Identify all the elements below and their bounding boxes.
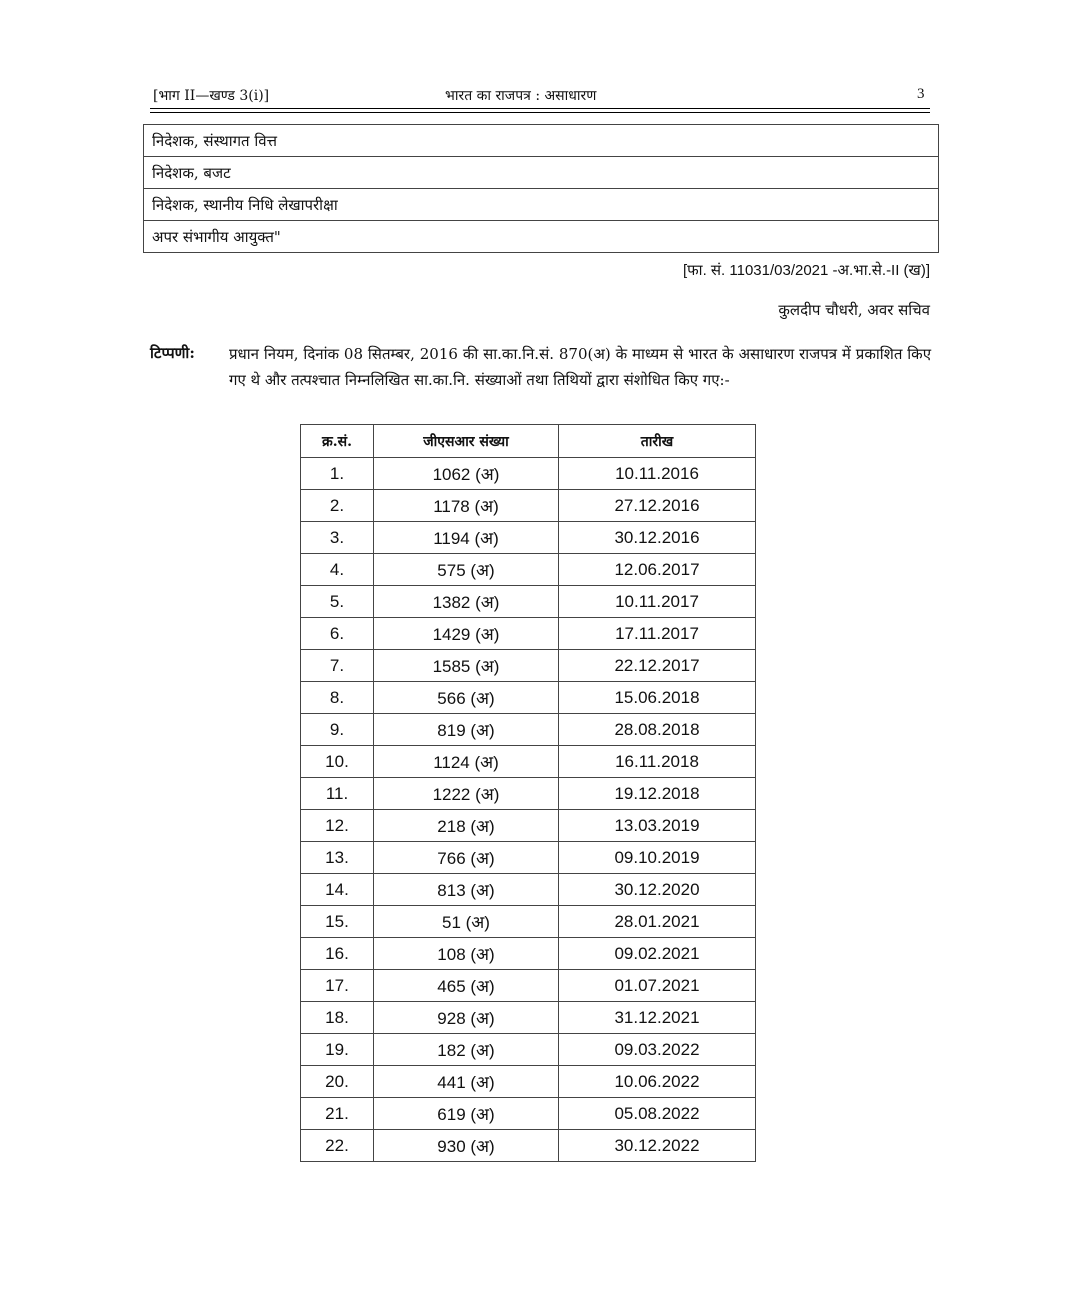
- gsr-number-cell: 813 (अ): [374, 874, 559, 906]
- date-cell: 19.12.2018: [559, 778, 756, 810]
- officials-table: [143, 124, 939, 253]
- header-section-label: [भाग II—खण्ड 3(i)]: [153, 88, 270, 104]
- table-row: [301, 778, 756, 810]
- serial-cell: 9.: [301, 714, 374, 746]
- note-text: प्रधान नियम, दिनांक 08 सितम्बर, 2016 की सा.का.नि.सं. 870(अ) के माध्यम से भारत के असाधारण राजपत्र में प्रकाशित किए गए थे और तत्पश्चात निम्नलिखित सा.का.नि. संख्याओं तथा तिथियों द्वारा संशोधित किए गए:-: [229, 345, 931, 389]
- gsr-number-cell: 766 (अ): [374, 842, 559, 874]
- serial-cell: 20.: [301, 1066, 374, 1098]
- table-row: [301, 458, 756, 490]
- header-rule-secondary: [150, 112, 930, 113]
- gsr-number-cell: 218 (अ): [374, 810, 559, 842]
- table-header-row: [301, 425, 756, 458]
- table-row: [301, 970, 756, 1002]
- date-cell: 09.10.2019: [559, 842, 756, 874]
- date-cell: 13.03.2019: [559, 810, 756, 842]
- gsr-number-cell: 566 (अ): [374, 682, 559, 714]
- serial-cell: 3.: [301, 522, 374, 554]
- note-label: टिप्पणी:: [150, 344, 195, 362]
- table-row: [301, 1098, 756, 1130]
- table-row: [301, 522, 756, 554]
- officials-row: [144, 189, 939, 221]
- serial-cell: 7.: [301, 650, 374, 682]
- serial-cell: 1.: [301, 458, 374, 490]
- date-cell: 30.12.2016: [559, 522, 756, 554]
- serial-cell: 5.: [301, 586, 374, 618]
- table-row: [301, 842, 756, 874]
- table-row: [301, 810, 756, 842]
- officials-row: [144, 125, 939, 157]
- header-rule: [150, 108, 930, 109]
- table-row: [301, 1034, 756, 1066]
- officials-cell: अपर संभागीय आयुक्त": [144, 221, 939, 253]
- gsr-number-cell: 930 (अ): [374, 1130, 559, 1162]
- serial-cell: 21.: [301, 1098, 374, 1130]
- amendments-table: [300, 424, 756, 1162]
- gsr-number-cell: 1124 (अ): [374, 746, 559, 778]
- gsr-number-cell: 619 (अ): [374, 1098, 559, 1130]
- file-reference: [फा. सं. 11031/03/2021 -अ.भा.से.-II (ख)]: [682, 262, 930, 279]
- serial-cell: 17.: [301, 970, 374, 1002]
- gsr-number-cell: 928 (अ): [374, 1002, 559, 1034]
- gsr-number-cell: 1429 (अ): [374, 618, 559, 650]
- gsr-number-cell: 1178 (अ): [374, 490, 559, 522]
- header-date: तारीख: [559, 425, 756, 458]
- officials-row: [144, 221, 939, 253]
- serial-cell: 12.: [301, 810, 374, 842]
- date-cell: 30.12.2022: [559, 1130, 756, 1162]
- date-cell: 30.12.2020: [559, 874, 756, 906]
- officials-cell: निदेशक, संस्थागत वित्त: [144, 125, 939, 157]
- serial-cell: 19.: [301, 1034, 374, 1066]
- serial-cell: 22.: [301, 1130, 374, 1162]
- table-row: [301, 746, 756, 778]
- page-number: 3: [917, 86, 925, 102]
- date-cell: 10.11.2016: [559, 458, 756, 490]
- gsr-number-cell: 1062 (अ): [374, 458, 559, 490]
- table-row: [301, 1066, 756, 1098]
- date-cell: 16.11.2018: [559, 746, 756, 778]
- serial-cell: 10.: [301, 746, 374, 778]
- date-cell: 31.12.2021: [559, 1002, 756, 1034]
- date-cell: 17.11.2017: [559, 618, 756, 650]
- gsr-number-cell: 51 (अ): [374, 906, 559, 938]
- table-row: [301, 1002, 756, 1034]
- gsr-number-cell: 1382 (अ): [374, 586, 559, 618]
- table-row: [301, 586, 756, 618]
- date-cell: 22.12.2017: [559, 650, 756, 682]
- header-gsr-number: जीएसआर संख्या: [374, 425, 559, 458]
- table-row: [301, 554, 756, 586]
- date-cell: 27.12.2016: [559, 490, 756, 522]
- serial-cell: 6.: [301, 618, 374, 650]
- gsr-number-cell: 465 (अ): [374, 970, 559, 1002]
- serial-cell: 8.: [301, 682, 374, 714]
- table-row: [301, 490, 756, 522]
- date-cell: 09.02.2021: [559, 938, 756, 970]
- gsr-number-cell: 182 (अ): [374, 1034, 559, 1066]
- serial-cell: 15.: [301, 906, 374, 938]
- serial-cell: 13.: [301, 842, 374, 874]
- serial-cell: 18.: [301, 1002, 374, 1034]
- date-cell: 10.06.2022: [559, 1066, 756, 1098]
- date-cell: 15.06.2018: [559, 682, 756, 714]
- gsr-number-cell: 1585 (अ): [374, 650, 559, 682]
- serial-cell: 16.: [301, 938, 374, 970]
- gsr-number-cell: 1222 (अ): [374, 778, 559, 810]
- table-row: [301, 682, 756, 714]
- serial-cell: 2.: [301, 490, 374, 522]
- header-title: भारत का राजपत्र : असाधारण: [445, 88, 597, 104]
- table-row: [301, 650, 756, 682]
- table-row: [301, 1130, 756, 1162]
- header-serial: क्र.सं.: [301, 425, 374, 458]
- gsr-number-cell: 441 (अ): [374, 1066, 559, 1098]
- table-row: [301, 618, 756, 650]
- table-row: [301, 938, 756, 970]
- date-cell: 10.11.2017: [559, 586, 756, 618]
- table-row: [301, 714, 756, 746]
- officials-cell: निदेशक, स्थानीय निधि लेखापरीक्षा: [144, 189, 939, 221]
- date-cell: 05.08.2022: [559, 1098, 756, 1130]
- signatory: कुलदीप चौधरी, अवर सचिव: [778, 301, 930, 319]
- serial-cell: 14.: [301, 874, 374, 906]
- date-cell: 09.03.2022: [559, 1034, 756, 1066]
- gsr-number-cell: 575 (अ): [374, 554, 559, 586]
- date-cell: 12.06.2017: [559, 554, 756, 586]
- table-row: [301, 906, 756, 938]
- date-cell: 28.01.2021: [559, 906, 756, 938]
- table-row: [301, 874, 756, 906]
- gsr-number-cell: 819 (अ): [374, 714, 559, 746]
- date-cell: 28.08.2018: [559, 714, 756, 746]
- serial-cell: 11.: [301, 778, 374, 810]
- date-cell: 01.07.2021: [559, 970, 756, 1002]
- officials-row: [144, 157, 939, 189]
- gsr-number-cell: 108 (अ): [374, 938, 559, 970]
- officials-cell: निदेशक, बजट: [144, 157, 939, 189]
- gsr-number-cell: 1194 (अ): [374, 522, 559, 554]
- serial-cell: 4.: [301, 554, 374, 586]
